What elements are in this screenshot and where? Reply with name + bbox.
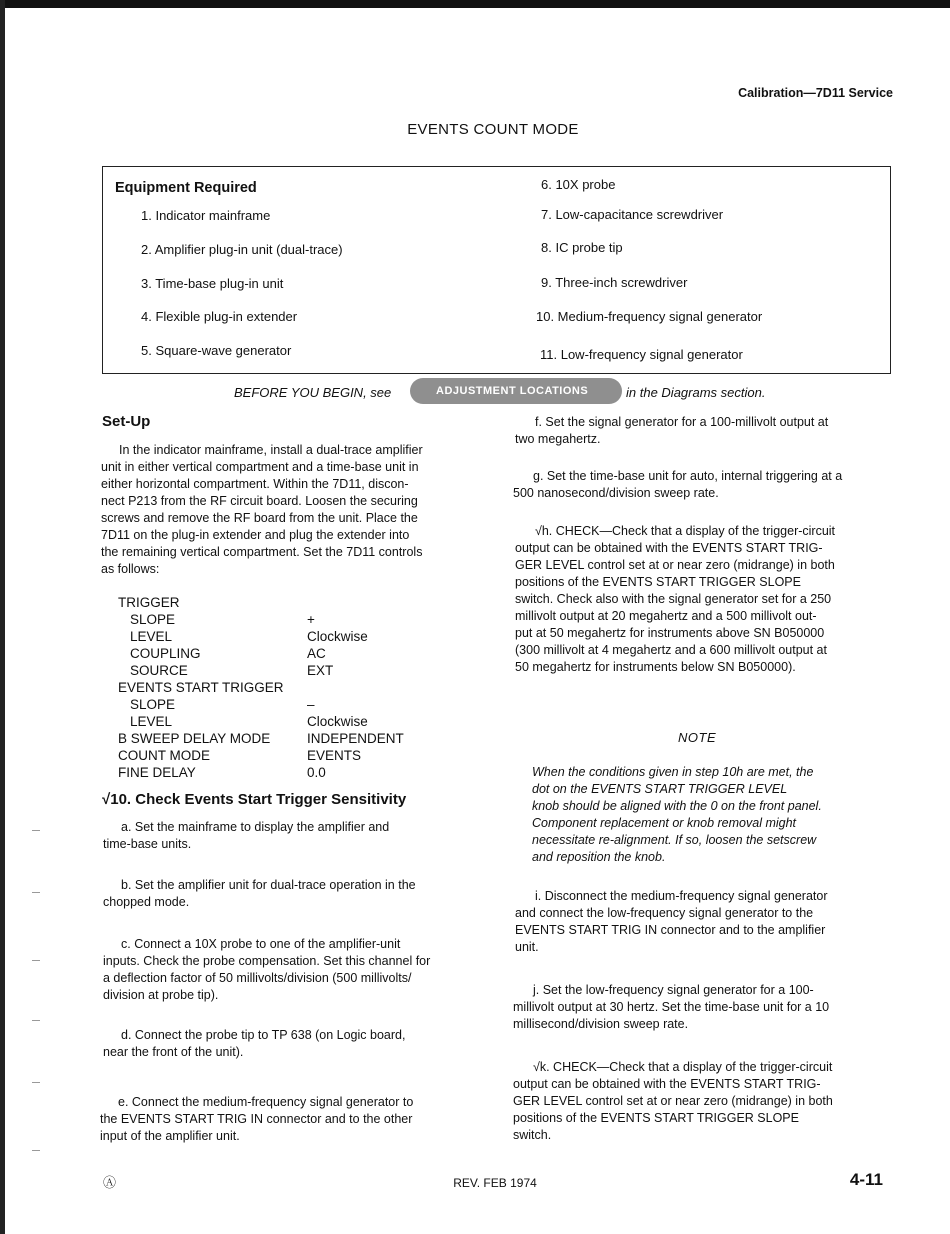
equipment-item: 6. 10X probe	[541, 177, 616, 192]
running-head: Calibration—7D11 Service	[738, 86, 893, 100]
step-k: √k. CHECK—Check that a display of the trigger-circuit output can be obtained with the EVENTS START TRIG- GER LEVEL control set at or near zero (midrange) in both positions of the EVENTS START TRIGGER SLOPE switch.	[513, 1060, 833, 1142]
scan-top-edge	[0, 0, 950, 8]
equipment-item: 1. Indicator mainframe	[141, 208, 271, 223]
step-g: g. Set the time-base unit for auto, internal triggering at a 500 nanosecond/division sweep rate.	[513, 469, 843, 500]
control-row: SOURCE EXT	[130, 663, 334, 678]
equipment-item: 4. Flexible plug-in extender	[141, 309, 298, 324]
revision-date: REV. FEB 1974	[453, 1176, 537, 1190]
control-row: B SWEEP DELAY MODE INDEPENDENT	[118, 731, 404, 746]
step-a: a. Set the mainframe to display the amplifier and time-base units.	[103, 820, 390, 851]
step-i: i. Disconnect the medium-frequency signal generator and connect the low-frequency signal generator to the EVENTS START TRIG IN connector and to the amplifier unit.	[515, 889, 828, 954]
equipment-item: 8. IC probe tip	[541, 240, 623, 255]
margin-mark	[32, 1020, 40, 1021]
control-row: TRIGGER	[118, 595, 180, 610]
section-title: EVENTS COUNT MODE	[407, 121, 579, 138]
margin-mark	[32, 830, 40, 831]
publisher-logo: Ⓐ	[103, 1175, 117, 1190]
equipment-item: 2. Amplifier plug-in unit (dual-trace)	[141, 242, 343, 257]
control-row: COUNT MODE EVENTS	[118, 748, 362, 763]
step-c: c. Connect a 10X probe to one of the amplifier-unit inputs. Check the probe compensation. Set this channel for a deflection factor of 50 millivolts/division (500 millivolts/ division at probe tip).	[103, 937, 431, 1002]
step-b: b. Set the amplifier unit for dual-trace operation in the chopped mode.	[103, 878, 416, 909]
setup-heading: Set-Up	[102, 413, 151, 430]
step-j: j. Set the low-frequency signal generator for a 100- millivolt output at 30 hertz. Set the time-base unit for a 10 millisecond/division sweep rate.	[513, 983, 830, 1031]
control-row: SLOPE –	[130, 697, 315, 712]
adjustment-locations-label: ADJUSTMENT LOCATIONS	[436, 385, 589, 397]
control-row: EVENTS START TRIGGER	[118, 680, 284, 695]
margin-mark	[32, 960, 40, 961]
equipment-item: 5. Square-wave generator	[141, 343, 292, 358]
note-title: NOTE	[678, 730, 717, 745]
diagrams-reference: in the Diagrams section.	[626, 385, 766, 400]
step-h: √h. CHECK—Check that a display of the trigger-circuit output can be obtained with the EVENTS START TRIG- GER LEVEL control set at or near zero (midrange) in both positions of the EVENTS START TRIGGER SLOPE switch. Check also with the signal generator set for a 250 millivolt output at 20 megahertz and a 500 millivolt out- put at 50 megahertz for instruments above SN B050000 (300 millivolt at 4 megahertz and a 600 millivolt output at 50 megahertz for instruments below SN B050000).	[515, 524, 836, 674]
step-e: e. Connect the medium-frequency signal generator to the EVENTS START TRIG IN connector and to the other input of the amplifier unit.	[100, 1095, 414, 1143]
equipment-item: 11. Low-frequency signal generator	[540, 347, 743, 362]
step-f: f. Set the signal generator for a 100-millivolt output at two megahertz.	[515, 415, 829, 446]
equipment-item: 9. Three-inch screwdriver	[541, 275, 688, 290]
note-body: When the conditions given in step 10h are met, the dot on the EVENTS START TRIGGER LEVEL knob should be aligned with the 0 on the front panel. Component replacement or knob removal might necessitate re-alignment. If so, loosen the setscrew and reposition the knob.	[532, 765, 822, 864]
setup-paragraph: In the indicator mainframe, install a dual-trace amplifier unit in either vertical compartment and a time-base unit in either horizontal compartment. Within the 7D11, discon- nect P213 from the RF circuit board. Loosen the securing screws and remove the RF board from the unit. Place the 7D11 on the plug-in extender and plug the extender into the remaining vertical compartment. Set the 7D11 controls as follows:	[101, 443, 423, 576]
step-d: d. Connect the probe tip to TP 638 (on Logic board, near the front of the unit).	[103, 1028, 406, 1059]
control-settings-table	[118, 594, 458, 781]
equipment-item: 7. Low-capacitance screwdriver	[541, 207, 724, 222]
control-row: FINE DELAY 0.0	[118, 765, 326, 780]
equipment-title: Equipment Required	[115, 180, 257, 196]
control-row: LEVEL Clockwise	[130, 629, 368, 644]
before-you-begin: BEFORE YOU BEGIN, see	[234, 385, 392, 400]
margin-mark	[32, 1150, 40, 1151]
equipment-item: 10. Medium-frequency signal generator	[536, 309, 763, 324]
margin-mark	[32, 1082, 40, 1083]
control-row: SLOPE +	[130, 612, 315, 627]
equipment-item: 3. Time-base plug-in unit	[141, 276, 284, 291]
control-row: LEVEL Clockwise	[130, 714, 368, 729]
page-number: 4-11	[849, 1170, 883, 1189]
scan-left-edge	[0, 0, 5, 1234]
control-row: COUPLING AC	[130, 646, 326, 661]
margin-mark	[32, 892, 40, 893]
step-10-heading: √10. Check Events Start Trigger Sensitivity	[102, 791, 407, 808]
